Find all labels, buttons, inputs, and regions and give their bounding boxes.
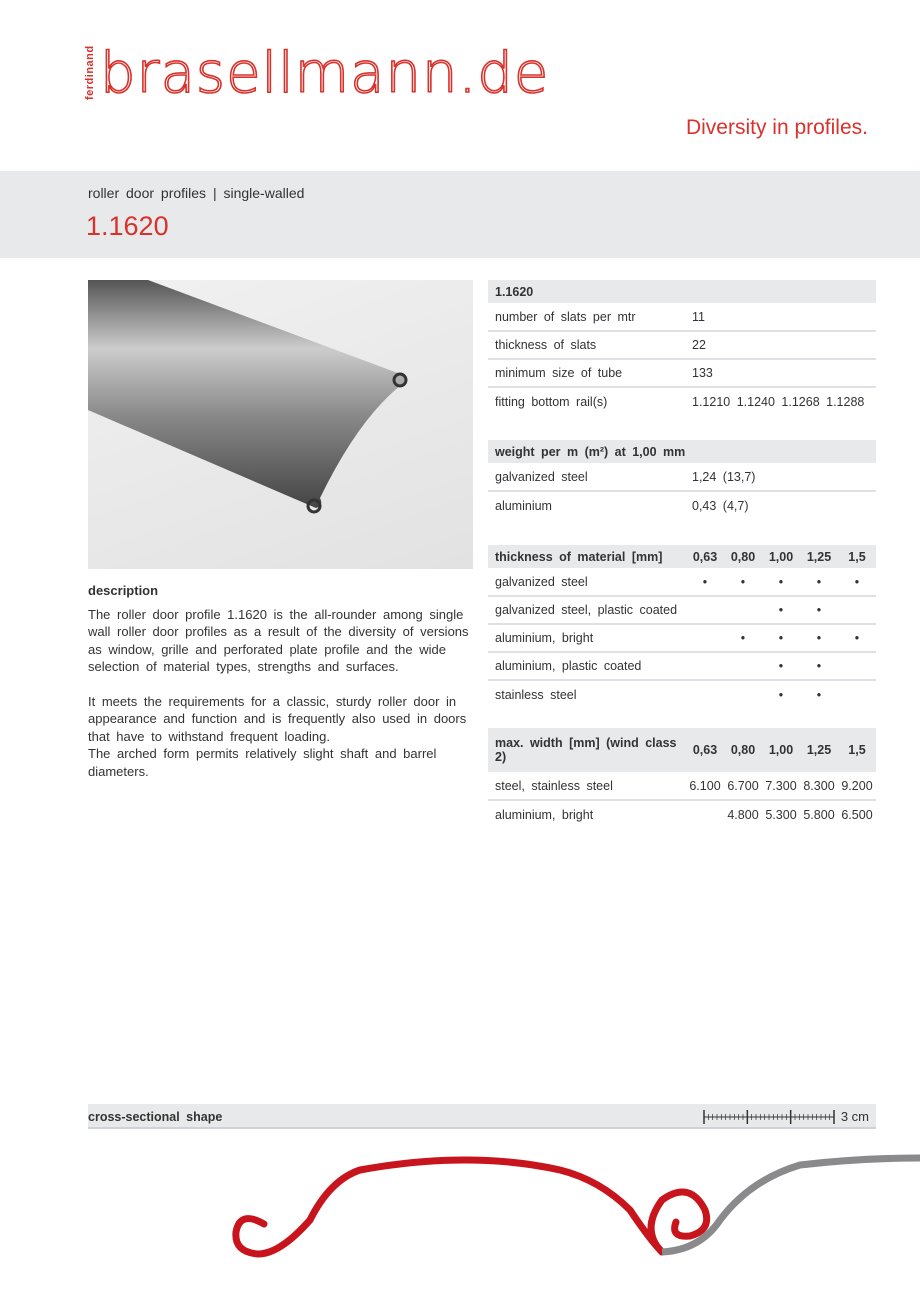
col-header: 1,25 (800, 545, 838, 568)
cell (686, 800, 724, 828)
cell: • (778, 687, 784, 702)
col-header: 0,80 (724, 728, 762, 772)
table-title: thickness of material [mm] (488, 545, 686, 568)
cell: 7.300 (762, 772, 800, 800)
cell: • (838, 568, 876, 596)
scale (703, 1109, 869, 1124)
cell: 6.500 (841, 807, 873, 822)
scale-ruler-icon (703, 1110, 835, 1124)
cell (724, 680, 762, 708)
cell: galvanized steel (488, 463, 685, 491)
cell: 5.800 (803, 807, 835, 822)
cell: 22 (685, 331, 876, 359)
logo-text: brasellmann.de (100, 41, 550, 106)
profile-photo (88, 280, 473, 569)
description (88, 582, 473, 797)
title-band (0, 171, 920, 258)
description-p2: It meets the requirements for a classic, sturdy roller door in appearance and function and is frequently also used in doors that have to withstand frequent loading. (88, 693, 467, 744)
table-row (488, 491, 876, 519)
cell (724, 596, 762, 624)
table-row (488, 652, 876, 680)
cell: 11 (685, 303, 876, 331)
cell: • (762, 624, 800, 652)
cell: • (838, 624, 876, 652)
logo-small: ferdinand (84, 45, 96, 100)
cell: • (800, 596, 838, 624)
description-p3: The arched form permits relatively slight shaft and barrel diameters. (88, 746, 437, 779)
cell: • (762, 596, 800, 624)
cross-section-bar (88, 1104, 876, 1129)
cell: 1,24 (13,7) (685, 463, 876, 491)
specs-title: 1.1620 (488, 280, 876, 303)
cell: aluminium (495, 498, 552, 513)
cell: • (686, 568, 724, 596)
cell: steel, stainless steel (488, 772, 686, 800)
cell: aluminium, plastic coated (488, 652, 686, 680)
table-row (488, 624, 876, 652)
table-row (488, 680, 876, 708)
specs-table (488, 280, 876, 415)
table-row (488, 800, 876, 828)
col-header: 0,63 (686, 545, 724, 568)
cell: 6.700 (724, 772, 762, 800)
cell: • (762, 652, 800, 680)
cell: • (800, 568, 838, 596)
cell: • (762, 568, 800, 596)
cell: number of slats per mtr (488, 303, 685, 331)
cell: aluminium, bright (488, 624, 686, 652)
cell (686, 596, 724, 624)
table-row (488, 303, 876, 331)
cell (838, 652, 876, 680)
cell: galvanized steel, plastic coated (488, 596, 686, 624)
max-width-table (488, 728, 876, 828)
col-header: 1,00 (762, 728, 800, 772)
cross-section-label: cross-sectional shape (88, 1110, 223, 1124)
description-heading: description (88, 583, 159, 598)
cell: stainless steel (495, 687, 577, 702)
thickness-table (488, 545, 876, 708)
cell: • (800, 652, 838, 680)
col-header: 1,00 (762, 545, 800, 568)
cell: 6.100 (686, 772, 724, 800)
cell (686, 680, 724, 708)
cell (838, 596, 876, 624)
cell (838, 680, 876, 708)
cell: • (724, 568, 762, 596)
col-header: 0,63 (686, 728, 724, 772)
table-row (488, 772, 876, 800)
weight-table (488, 440, 876, 519)
cell: • (800, 624, 838, 652)
cell (686, 624, 724, 652)
cell: 8.300 (800, 772, 838, 800)
col-header: 1,25 (800, 728, 838, 772)
table-row (488, 331, 876, 359)
cell (686, 652, 724, 680)
weight-title: weight per m (m²) at 1,00 mm (488, 440, 876, 463)
col-header: 1,5 (838, 545, 876, 568)
cell: 0,43 (4,7) (692, 498, 749, 513)
table-title: max. width [mm] (wind class 2) (488, 728, 686, 772)
cell: 1.1210 1.1240 1.1268 1.1288 (692, 394, 865, 409)
col-header: 1,5 (838, 728, 876, 772)
table-row (488, 596, 876, 624)
cell: thickness of slats (488, 331, 685, 359)
table-row (488, 568, 876, 596)
table-row (488, 463, 876, 491)
cell: aluminium, bright (495, 807, 594, 822)
table-row (488, 387, 876, 415)
cell: 4.800 (727, 807, 759, 822)
tagline: Diversity in profiles. (685, 116, 868, 139)
col-header: 0,80 (724, 545, 762, 568)
cell: fitting bottom rail(s) (495, 394, 608, 409)
cross-section-shape (0, 1140, 920, 1260)
table-row (488, 359, 876, 387)
cell: minimum size of tube (488, 359, 685, 387)
cell (724, 652, 762, 680)
cell: 9.200 (838, 772, 876, 800)
cell: galvanized steel (488, 568, 686, 596)
description-p1: The roller door profile 1.1620 is the all-rounder among single wall roller door profiles as a result of the diversity of versions as window, grille and perforated plate profile and the wide selection of material types, strengths and surfaces. (88, 606, 469, 674)
cell: 133 (685, 359, 876, 387)
cell: • (816, 687, 822, 702)
cell: • (724, 624, 762, 652)
scale-label: 3 cm (840, 1109, 869, 1124)
profile-number: 1.1620 (86, 211, 169, 241)
logo (84, 41, 550, 106)
cell: 5.300 (765, 807, 797, 822)
category: roller door profiles | single-walled (88, 185, 305, 201)
